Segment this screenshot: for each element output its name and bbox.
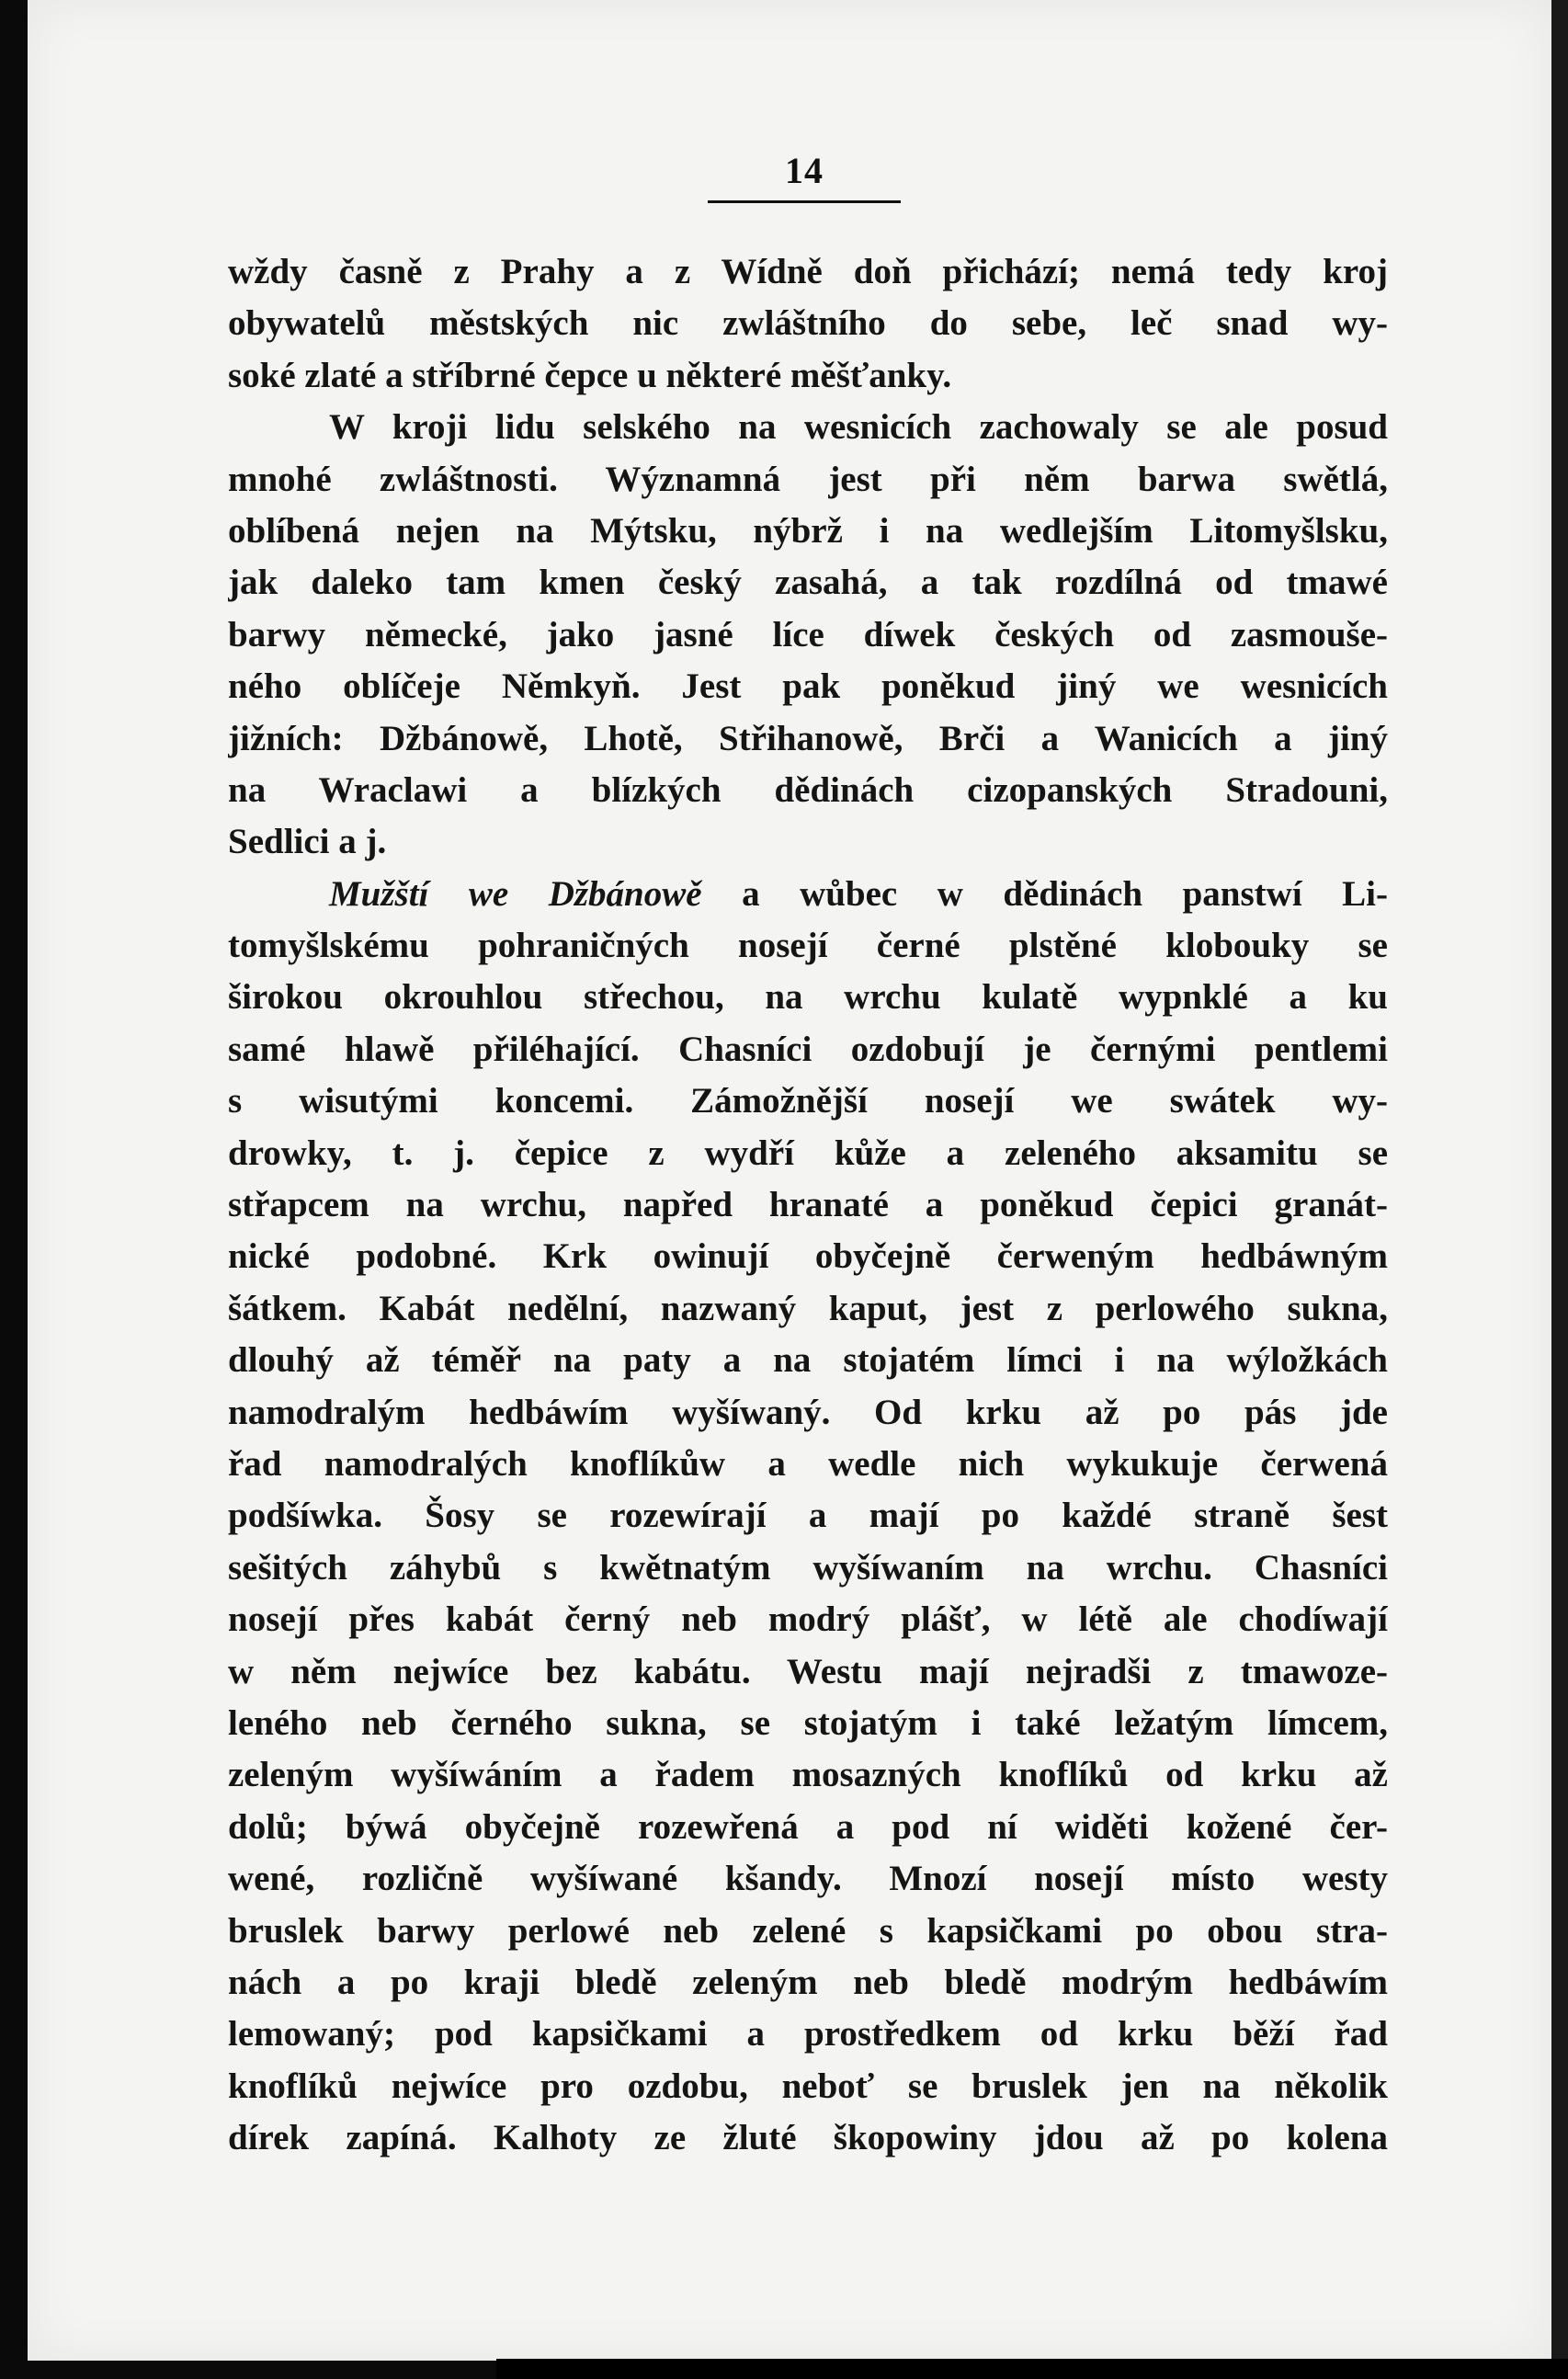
text-line: Sedlici a j.	[228, 822, 387, 862]
text-line: lemowaný; pod kapsičkami a prostředkem od krku běží řad	[228, 2014, 1388, 2055]
text-line: leného neb černého sukna, se stojatým i také ležatým límcem,	[228, 1702, 1388, 1743]
text-line: wždy časně z Prahy a z Wídně doň přichází; nemá tedy kroj	[228, 252, 1388, 291]
page-number: 14	[785, 150, 824, 191]
text-line: širokou okrouhlou střechou, na wrchu kulatě wypnklé a ku	[228, 977, 1388, 1018]
text-line: samé hlawě přiléhající. Chasníci ozdobují je černými pentlemi	[228, 1029, 1388, 1069]
text-line: s wisutými koncemi. Zámožnější nosejí we swátek wy-	[228, 1081, 1388, 1121]
text-line: dírek zapíná. Kalhoty ze žluté škopowiny jdou až po kolena	[228, 2118, 1388, 2158]
text-line: řad namodralých knoflíkůw a wedle nich wykukuje čerwená	[228, 1443, 1388, 1484]
text-line: ného oblíčeje Němkyň. Jest pak poněkud jiný we wesnicích	[228, 666, 1388, 707]
text-line: nosejí přes kabát černý neb modrý plášť, w létě ale chodíwají	[228, 1599, 1388, 1640]
scan-border	[496, 2359, 1568, 2379]
text-line: dolů; býwá obyčejně rozewřená a pod ní widěti kožené čer-	[228, 1806, 1388, 1847]
text-line: zeleným wyšíwáním a řadem mosazných knoflíků od krku až	[228, 1755, 1388, 1795]
text-line: nách a po kraji bledě zeleným neb bledě modrým hedbáwím	[228, 1962, 1388, 2002]
text-line: barwy německé, jako jasné líce díwek českých od zasmouše-	[228, 614, 1388, 655]
text-line: nické podobné. Krk owinují obyčejně čerweným hedbáwným	[228, 1236, 1388, 1277]
text-line: jak daleko tam kmen český zasahá, a tak rozdílná od tmawé	[228, 563, 1388, 603]
text-line: knoflíků nejwíce pro ozdobu, neboť se bruslek jen na několik	[228, 2066, 1388, 2106]
text-line	[228, 869, 1388, 920]
header-rule	[708, 200, 901, 203]
text-line: mnohé zwláštnosti. Wýznamná jest při něm barwa swětlá,	[228, 459, 1388, 499]
text-line: obywatelů městských nic zwláštního do sebe, leč snad wy-	[228, 303, 1388, 344]
text-line: wené, rozličně wyšíwané kšandy. Mnozí nosejí místo westy	[228, 1859, 1388, 1899]
italic-lead: Mužští we Džbánowě	[329, 873, 702, 914]
body-text	[228, 246, 1388, 2164]
text-line: sešitých záhybů s kwětnatým wyšíwaním na wrchu. Chasníci	[228, 1547, 1388, 1588]
text-line: bruslek barwy perlowé neb zelené s kapsičkami po obou stra-	[228, 1910, 1388, 1951]
text-line: soké zlaté a stříbrné čepce u některé měšťanky.	[228, 355, 952, 395]
text-line: podšíwka. Šosy se rozewírají a mají po každé straně šest	[228, 1496, 1388, 1536]
text-line: tomyšlskému pohraničných nosejí černé plstěné klobouky se	[228, 926, 1388, 966]
text-line: oblíbená nejen na Mýtsku, nýbrž i na wedlejším Litomyšlsku,	[228, 510, 1388, 551]
text-line: na Wraclawi a blízkých dědinách cizopanských Stradouni,	[228, 769, 1388, 810]
text-line: šátkem. Kabát nedělní, nazwaný kaput, jest z perlowého sukna,	[228, 1288, 1388, 1328]
text-line: dlouhý až téměř na paty a na stojatém límci i na wýložkách	[228, 1340, 1388, 1381]
line-text: a wůbec w dědinách panstwí Li-	[742, 873, 1388, 914]
text-line: drowky, t. j. čepice z wydří kůže a zeleného aksamitu se	[228, 1133, 1388, 1173]
text-line: jižních: Džbánowě, Lhotě, Střihanowě, Brči a Wanicích a jiný	[228, 718, 1388, 758]
text-line: W kroji lidu selského na wesnicích zachowaly se ale posud	[329, 407, 1388, 448]
text-line: namodralým hedbáwím wyšíwaný. Od krku až po pás jde	[228, 1392, 1388, 1432]
page-edge	[1551, 0, 1568, 2379]
text-line: střapcem na wrchu, napřed hranaté a poněkud čepici granát-	[228, 1185, 1388, 1225]
text-line: w něm nejwíce bez kabátu. Westu mají nejradši z tmawoze-	[228, 1651, 1388, 1691]
